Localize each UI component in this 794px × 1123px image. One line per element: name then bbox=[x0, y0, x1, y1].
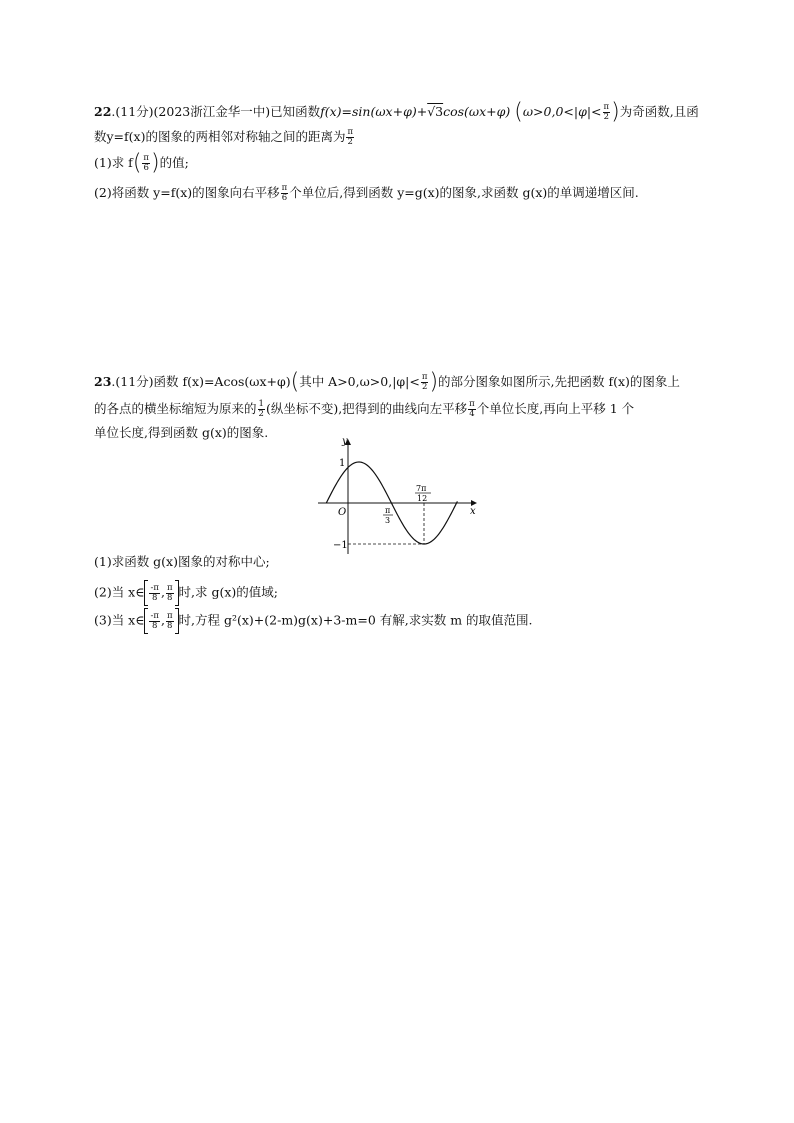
q22-line-2 bbox=[94, 128, 355, 147]
q22-frac-pi-6: $\frac{\pi}{6}$ bbox=[143, 153, 149, 173]
q23-l1-head: .(11分)函数 f(x)=Acos(ωx+φ) bbox=[111, 374, 291, 389]
q23-p2-tail: 时,求 g(x)的值域; bbox=[178, 584, 278, 600]
q22-l3-text: (1)求 f bbox=[94, 155, 133, 170]
y-tick-1: 1 bbox=[339, 458, 346, 469]
x-tick-7pi-12-num: 7π bbox=[416, 484, 427, 493]
y-tick-neg-1: −1 bbox=[333, 540, 348, 551]
q23-line-1: 23.(11分)函数 f(x)=Acos(ωx+φ)(其中 A>0,ω>0,|φ|< $\frac{\pi}{2}$ )的部分图象如图所示,先把函数 f(x)的图象上 bbox=[94, 369, 680, 395]
q22-paren-open: ( bbox=[514, 99, 523, 125]
q23-l2-head: 的各点的横坐标缩短为原来的 bbox=[94, 401, 257, 416]
q23-l2-mid: (纵坐标不变),把得到的曲线向左平移 bbox=[265, 401, 468, 416]
q23-p2-head: (2)当 x∈ bbox=[94, 584, 145, 600]
q22-l1-cond: ω>0,0<|φ|< bbox=[522, 104, 602, 119]
q22-line-3: (1)求 f( $\frac{\pi}{6}$ )的值; bbox=[94, 150, 189, 176]
q23-part-3: (3)当 x∈ $\frac{-\pi}{8}$ , $\frac{\pi}{8}$ 时,方程 g²(x)+(2-m)g(x)+3-m=0 有解,求实数 m 的取值范围. bbox=[94, 608, 533, 634]
q22-line-1 bbox=[94, 99, 699, 125]
origin-label: O bbox=[338, 507, 347, 518]
q22-l1-cos: cos(ωx+φ) bbox=[443, 104, 511, 119]
x-tick-7pi-12-den: 12 bbox=[417, 494, 428, 503]
q22-l4-tail: 个单位后,得到函数 y=g(x)的图象,求函数 g(x)的单调递增区间. bbox=[289, 185, 639, 200]
q22-l4-head: (2)将函数 y=f(x)的图象向右平移 bbox=[94, 185, 280, 200]
x-tick-pi-3-den: 3 bbox=[385, 516, 391, 525]
q22-number: 22 bbox=[94, 104, 112, 119]
q23-l1-cond: 其中 A>0,ω>0,|φ|< bbox=[299, 374, 420, 389]
q22-paren-close: ) bbox=[611, 99, 620, 125]
q23-p2-frac-pos: $\frac{\pi}{8}$ bbox=[166, 582, 173, 603]
q23-p3-frac-neg: $\frac{-\pi}{8}$ bbox=[150, 610, 159, 631]
q22-l1-head: .(11分)(2023浙江金华一中)已知函数 bbox=[111, 104, 321, 119]
q23-p3-head: (3)当 x∈ bbox=[94, 612, 145, 628]
q23-part-2: (2)当 x∈ $\frac{-\pi}{8}$ , $\frac{\pi}{8}$ 时,求 g(x)的值域; bbox=[94, 580, 278, 606]
q23-l2-tail: 个单位长度,再向上平移 1 个 bbox=[476, 401, 635, 416]
q22-line-4 bbox=[94, 184, 639, 203]
q23-frac-1-2: $\frac{1}{2}$ bbox=[258, 399, 264, 419]
q22-l2-text: 数y=f(x)的图象的两相邻对称轴之间的距离为 bbox=[94, 129, 346, 144]
q23-p2-frac-neg: $\frac{-\pi}{8}$ bbox=[150, 582, 159, 603]
q22-frac-pi-2b: $\frac{\pi}{2}$ bbox=[347, 127, 354, 147]
q22-sqrt3: √3 bbox=[427, 104, 444, 119]
q22-l1-mid: ωx+φ)+ bbox=[375, 104, 428, 119]
q23-line-3 bbox=[94, 425, 268, 441]
x-axis-label: x bbox=[470, 506, 476, 517]
q22-l3-tail: 的值; bbox=[159, 155, 189, 170]
q23-frac-pi-2: $\frac{\pi}{2}$ bbox=[421, 372, 428, 392]
function-graph bbox=[314, 434, 484, 558]
q23-number: 23 bbox=[94, 374, 112, 389]
q23-l1-tail: 的部分图象如图所示,先把函数 f(x)的图象上 bbox=[438, 374, 680, 389]
y-axis-label: y bbox=[342, 436, 348, 447]
q23-part-1: (1)求函数 g(x)图象的对称中心; bbox=[94, 554, 270, 569]
q22-frac-pi-2: $\frac{\pi}{2}$ bbox=[603, 102, 610, 122]
q23-p3-tail: 时,方程 g²(x)+(2-m)g(x)+3-m=0 有解,求实数 m 的取值范围. bbox=[178, 612, 533, 628]
x-tick-pi-3-num: π bbox=[385, 506, 391, 515]
q23-l3-text: 单位长度,得到函数 g(x)的图象. bbox=[94, 425, 269, 440]
q23-frac-pi-4: $\frac{\pi}{4}$ bbox=[469, 399, 475, 419]
q22-frac-pi-6b: $\frac{\pi}{6}$ bbox=[281, 183, 288, 203]
q22-l1-f: f(x)=sin( bbox=[320, 104, 376, 119]
q23-p3-frac-pos: $\frac{\pi}{8}$ bbox=[166, 610, 173, 631]
q22-l1-tail: 为奇函数,且函 bbox=[619, 104, 699, 119]
q23-line-2 bbox=[94, 400, 634, 419]
